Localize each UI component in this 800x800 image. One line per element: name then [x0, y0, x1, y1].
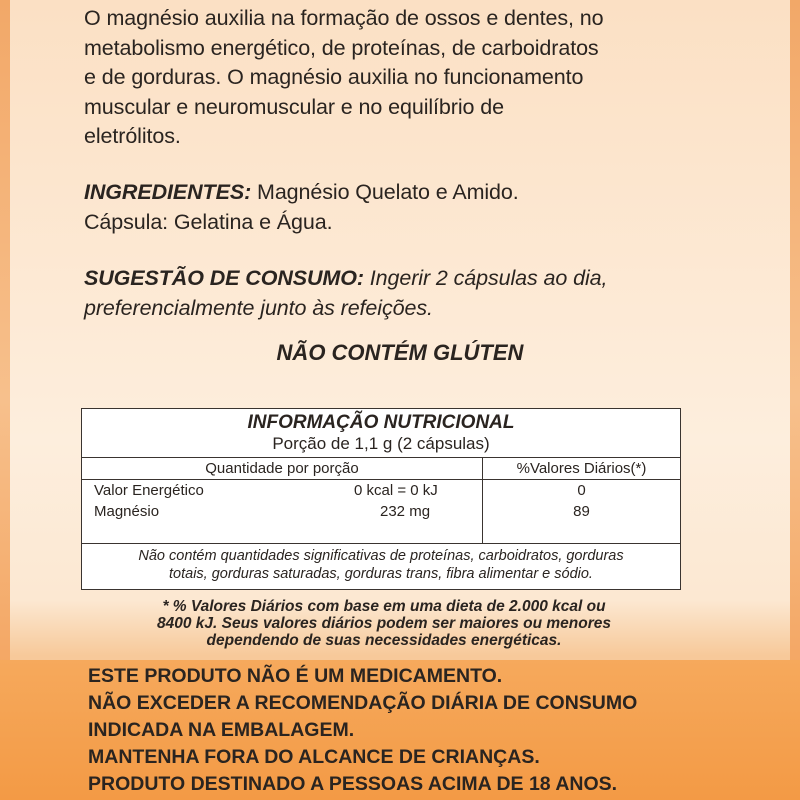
ingredients-text: Magnésio Quelato e Amido. [251, 180, 519, 204]
nutrient-name: Valor Energético [94, 482, 204, 499]
ingredients-label: INGREDIENTES: [84, 180, 252, 204]
suggestion-paragraph [84, 264, 764, 323]
nutrition-table-header [82, 409, 680, 458]
warning-line: MANTENHA FORA DO ALCANCE DE CRIANÇAS. [88, 746, 540, 768]
footnote-line: dependendo de suas necessidades energéticas. [206, 632, 562, 649]
warning-band [0, 660, 800, 800]
nutrition-portion: Porção de 1,1 g (2 cápsulas) [272, 434, 490, 453]
ingredients-paragraph [84, 178, 764, 237]
nutrition-title: INFORMAÇÃO NUTRICIONAL [247, 412, 515, 433]
warning-line: ESTE PRODUTO NÃO É UM MEDICAMENTO. [88, 665, 503, 687]
warning-line: NÃO EXCEDER A RECOMENDAÇÃO DIÁRIA DE CONSUMO [88, 692, 638, 714]
nutrition-rows [82, 480, 680, 544]
nutrient-amount: 232 mg [380, 503, 431, 520]
table-row [82, 480, 680, 501]
table-row [82, 501, 680, 522]
warning-text [88, 663, 788, 798]
warning-line: INDICADA NA EMBALAGEM. [88, 719, 355, 741]
intro-line: muscular e neuromuscular e no equilíbrio de [84, 94, 504, 119]
suggestion-text-2: preferencialmente junto às refeições. [84, 295, 433, 320]
capsule-text: Cápsula: Gelatina e Água. [84, 209, 333, 234]
warning-line: PRODUTO DESTINADO A PESSOAS ACIMA DE 18 ANOS. [88, 773, 618, 795]
intro-line: metabolismo energético, de proteínas, de carboidratos [84, 35, 599, 60]
footnote-line: 8400 kJ. Seus valores diários podem ser maiores ou menores [156, 615, 612, 632]
column-header-quantity: Quantidade por porção [82, 458, 483, 479]
nutrient-amount: 0 kcal = 0 kJ [354, 482, 438, 499]
nutrition-table [81, 408, 681, 590]
nutrient-name: Magnésio [94, 503, 160, 520]
intro-line: eletrólitos. [84, 124, 181, 148]
daily-value-footnote [84, 598, 684, 649]
intro-paragraph [84, 4, 764, 152]
nutrition-column-headers [82, 458, 680, 480]
nutrient-daily-value: 89 [573, 503, 590, 520]
nutrition-note-line: totais, gorduras saturadas, gorduras trans, fibra alimentar e sódio. [169, 566, 593, 582]
column-header-daily-value: %Valores Diários(*) [516, 460, 647, 477]
nutrition-note-line: Não contém quantidades significativas de proteínas, carboidratos, gorduras [138, 548, 624, 564]
footnote-line: * % Valores Diários com base em uma dieta de 2.000 kcal ou [162, 598, 606, 615]
intro-line: O magnésio auxilia na formação de ossos e dentes, no [84, 6, 604, 30]
intro-line: e de gorduras. O magnésio auxilia no funcionamento [84, 65, 584, 89]
nutrient-daily-value: 0 [577, 482, 586, 499]
nutrition-note [82, 544, 680, 589]
suggestion-label: SUGESTÃO DE CONSUMO: [84, 266, 364, 290]
gluten-free-statement: NÃO CONTÉM GLÚTEN [276, 340, 524, 365]
table-row-spacer [82, 522, 680, 543]
suggestion-text: Ingerir 2 cápsulas ao dia, [363, 266, 608, 290]
